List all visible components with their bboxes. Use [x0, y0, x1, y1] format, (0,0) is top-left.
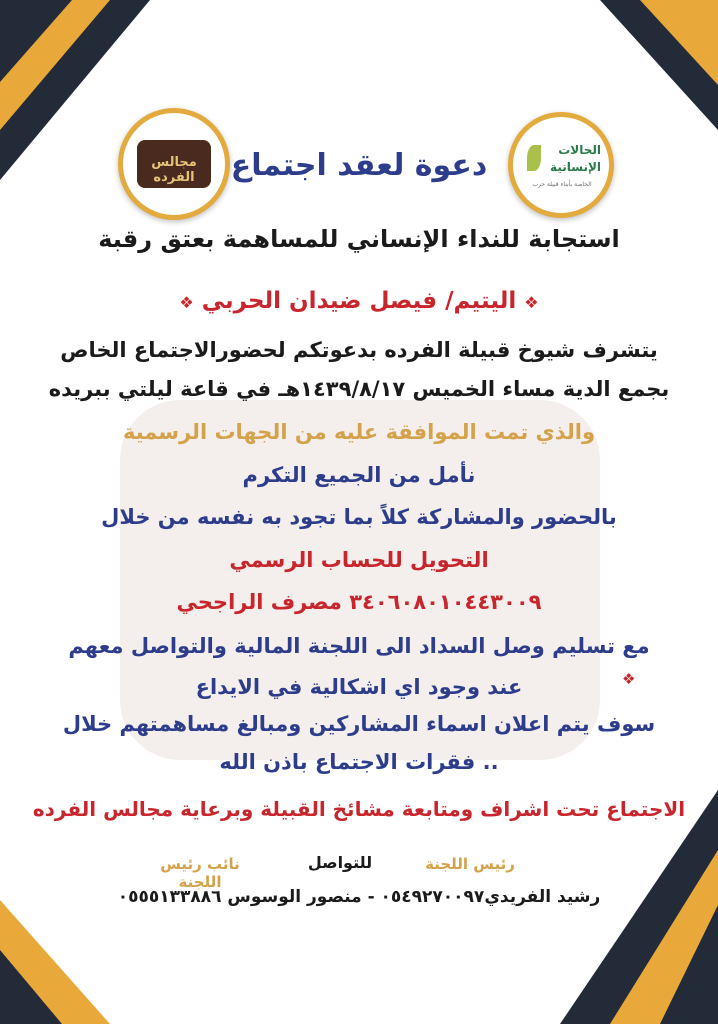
body-line-5: بالحضور والمشاركة كلاً بما تجود به نفسه من خلال: [101, 505, 617, 529]
subtitle: استجابة للنداء الإنساني للمساهمة بعتق رقبة: [98, 225, 620, 253]
body-line-4: نأمل من الجميع التكرم: [242, 463, 476, 487]
watermark-logo: [120, 400, 600, 760]
logo-line-1: الحالات: [558, 143, 601, 157]
contact-label: للتواصل: [307, 853, 373, 872]
orphan-line: [20, 288, 698, 314]
body-line-11: .. فقرات الاجتماع باذن الله: [219, 750, 499, 774]
body-line-6: التحويل للحساب الرسمي: [229, 548, 489, 572]
diamond-bullet-icon: ❖: [622, 670, 636, 688]
body-line-2: بجمع الدية مساء الخميس ١٤٣٩/٨/١٧هـ في قاعة ليلتي ببريده: [48, 377, 670, 401]
vice-chair-title: نائب رئيس اللجنة: [160, 855, 240, 891]
orphan-name: اليتيم/ فيصل ضيدان الحربي: [201, 288, 517, 314]
body-line-9: عند وجود اي اشكالية في الايداع: [195, 675, 523, 699]
body-line-10: سوف يتم اعلان اسماء المشاركين ومبالغ مساهمتهم خلال: [62, 712, 656, 736]
diamond-bullet-icon: ❖: [524, 293, 539, 312]
body-line-8: مع تسليم وصل السداد الى اللجنة المالية والتواصل معهم: [68, 634, 650, 658]
contact-numbers: رشيد الفريدي٠٥٤٩٢٧٠٠٩٧ - منصور الوسوس ٠٥٥٥١٣٣٨٨٦: [117, 887, 601, 907]
body-line-1: يتشرف شيوخ قبيلة الفرده بدعوتكم لحضورالاجتماع الخاص: [60, 338, 658, 362]
account-number: ٣٤٠٦٠٨٠١٠٤٤٣٠٠٩ مصرف الراجحي: [176, 590, 542, 614]
logo-line-2: الإنسانية: [550, 160, 601, 174]
chair-title: رئيس اللجنة: [425, 855, 515, 873]
supervision-line: الاجتماع تحت اشراف ومتابعة مشائخ القبيلة وبرعاية مجالس الفرده: [32, 797, 686, 821]
humanitarian-cases-logo: [508, 112, 614, 218]
diamond-bullet-icon: ❖: [179, 293, 194, 312]
body-line-3: والذي تمت الموافقة عليه من الجهات الرسمية: [122, 420, 596, 444]
page-title: دعوة لعقد اجتماع: [230, 148, 488, 183]
majales-logo-text: مجالس الفرده: [151, 155, 197, 185]
logo-tagline: الخاصة بأبناء قبيلة حرب: [532, 181, 592, 188]
